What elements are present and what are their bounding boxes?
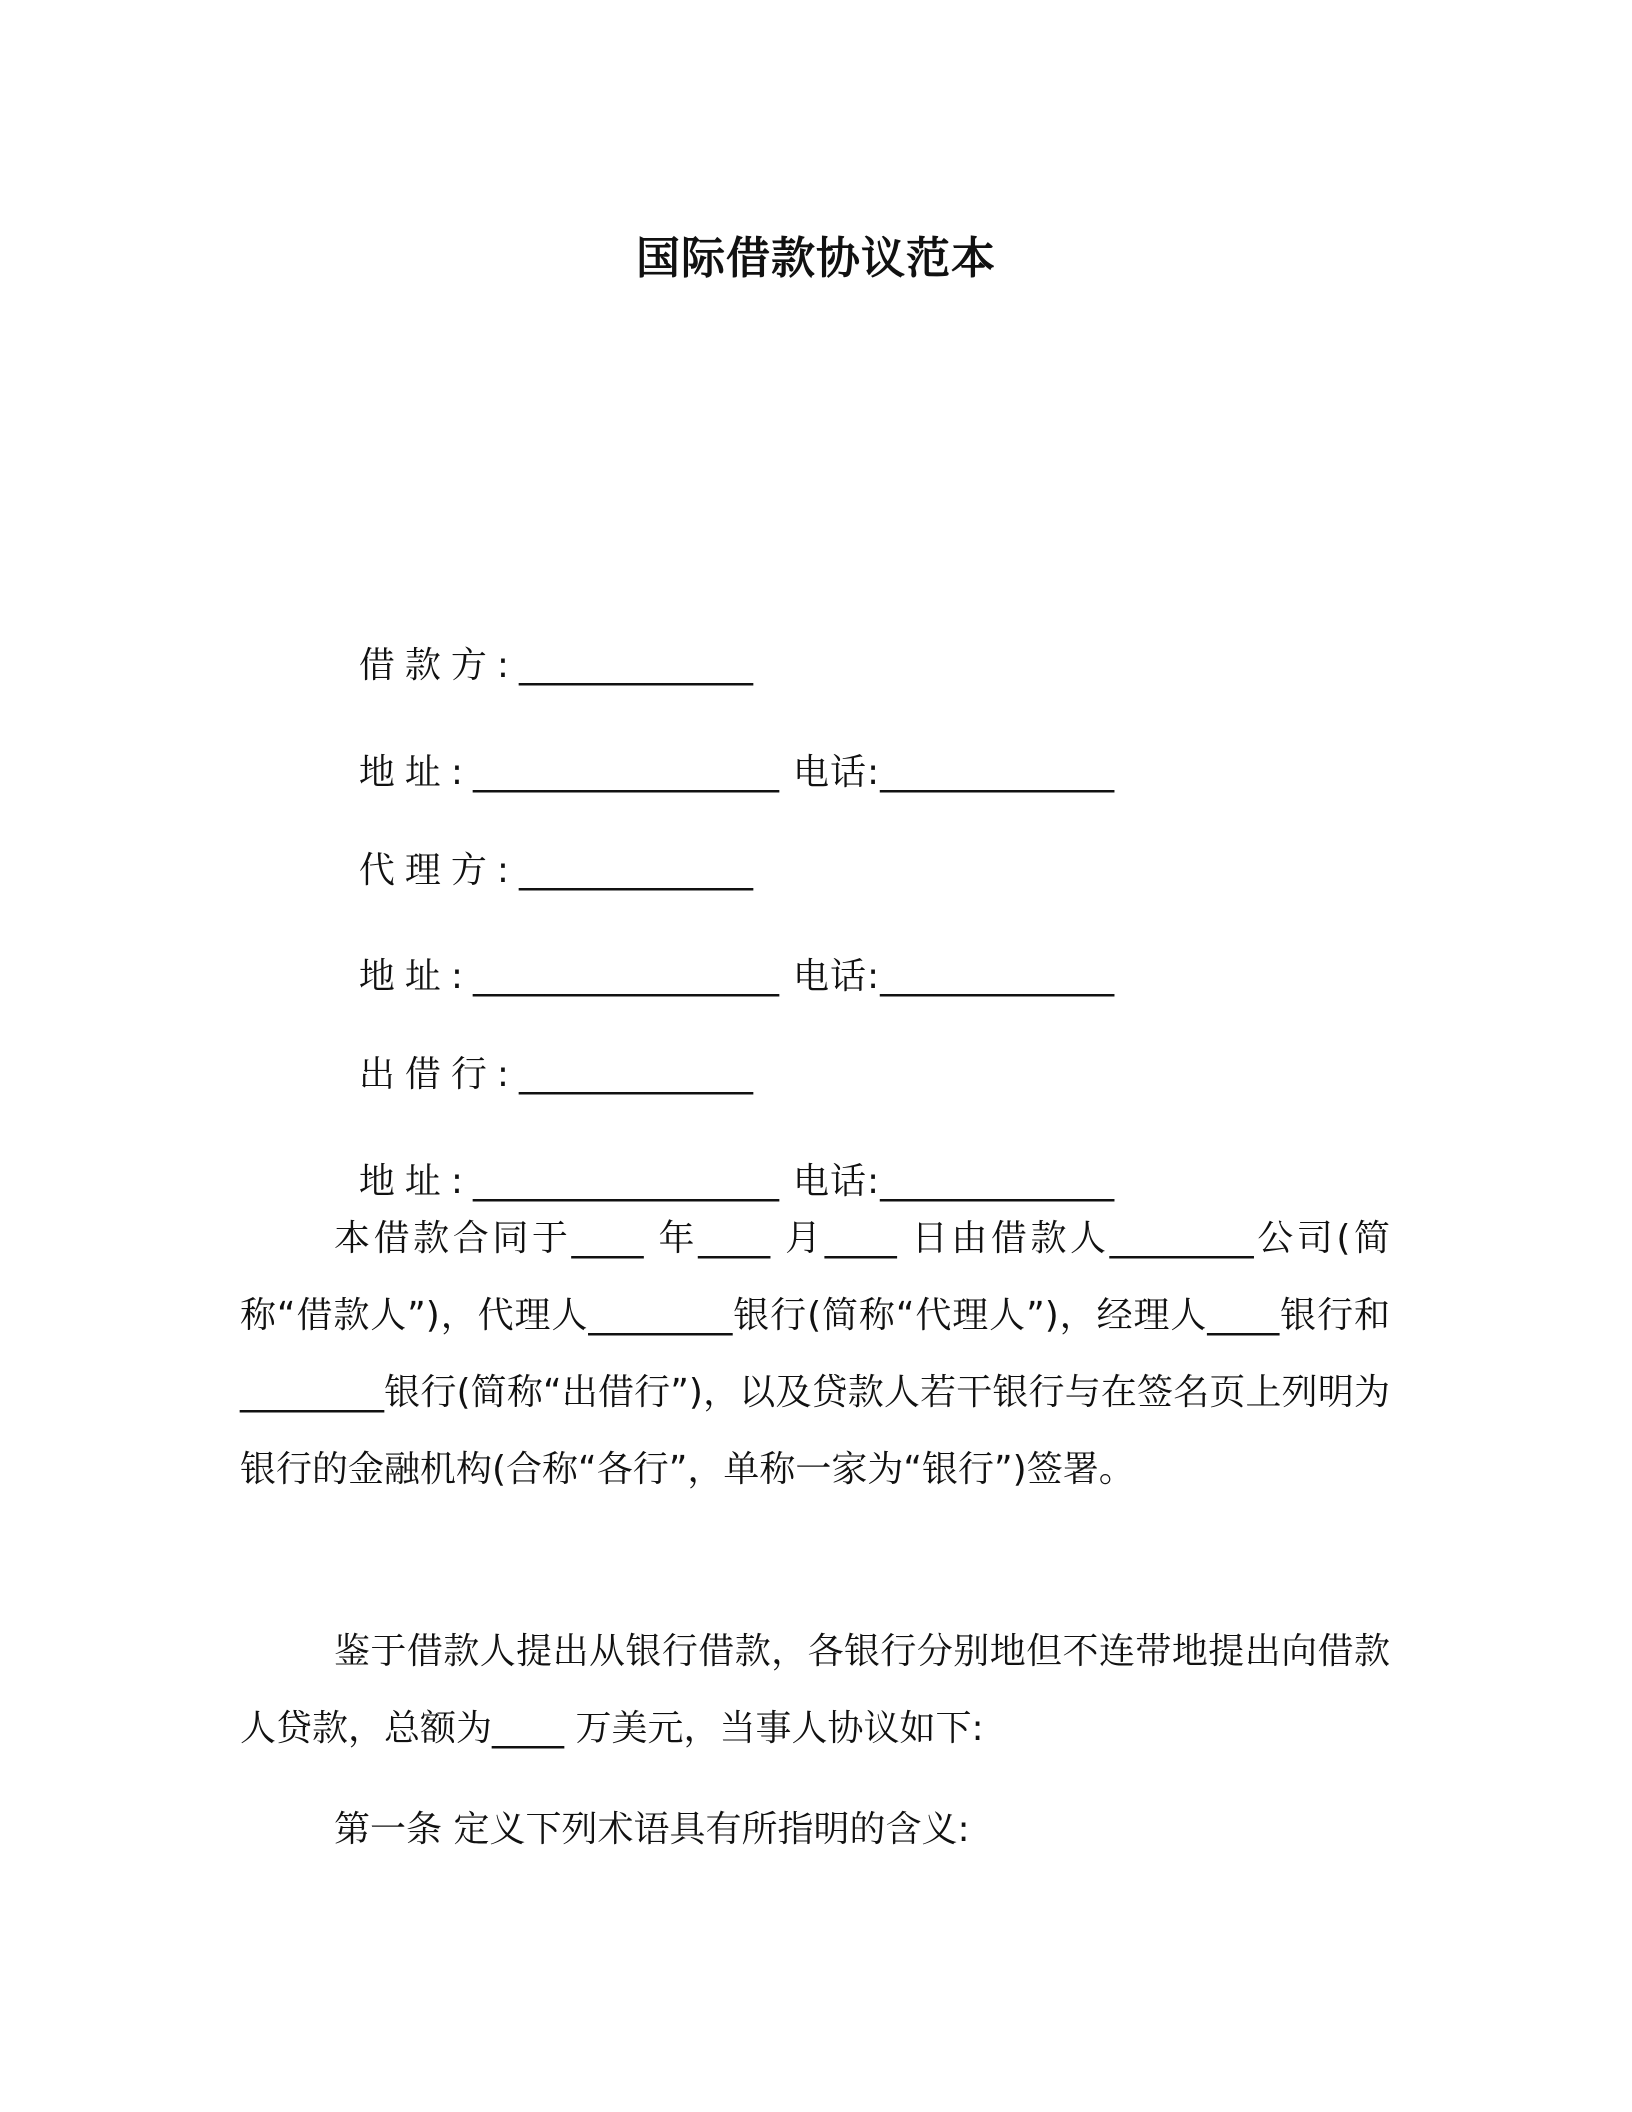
lender-address-field (334, 1112, 1114, 1204)
address-blank[interactable]: _________________ (473, 752, 780, 793)
address-label: 地址: (358, 956, 474, 997)
phone-blank[interactable]: _____________ (880, 752, 1115, 793)
address-blank[interactable]: _________________ (473, 956, 780, 997)
lender-field (334, 1005, 753, 1097)
agent-blank[interactable]: _____________ (519, 850, 754, 891)
recital-paragraph: 鉴于借款人提出从银行借款，各银行分别地但不连带地提出向借款人贷款，总额为____ 万美元，当事人协议如下: (240, 1631, 1390, 1749)
borrower-field (334, 596, 753, 688)
intro-paragraph: 本借款合同于____ 年____ 月____ 日由借款人________公司(简称“借款人”)，代理人________银行(简称“代理人”)，经理人____银行和________银行(简称“出借行”)，以及贷款人若干银行与在签名页上列明为银行的金融机构(合称“各行”，单称一家为“银行”)签署。 (240, 1218, 1390, 1490)
phone-label: 电话: (793, 752, 881, 793)
phone-label: 电话: (793, 1161, 881, 1202)
phone-blank[interactable]: _____________ (880, 1161, 1115, 1202)
borrower-label: 借款方: (358, 645, 520, 686)
lender-blank[interactable]: _____________ (519, 1054, 754, 1095)
address-blank[interactable]: _________________ (473, 1161, 780, 1202)
article-1-heading: 第一条 定义下列术语具有所指明的含义: (334, 1809, 970, 1850)
phone-blank[interactable]: _____________ (880, 956, 1115, 997)
agent-label: 代理方: (358, 850, 520, 891)
agent-address-field (334, 907, 1114, 999)
borrower-blank[interactable]: _____________ (519, 645, 754, 686)
address-label: 地址: (358, 752, 474, 793)
page-title: 国际借款协议范本 (636, 233, 996, 284)
lender-label: 出借行: (358, 1054, 520, 1095)
phone-label: 电话: (793, 956, 881, 997)
address-label: 地址: (358, 1161, 474, 1202)
agent-field (334, 801, 753, 893)
borrower-address-field (334, 703, 1114, 795)
